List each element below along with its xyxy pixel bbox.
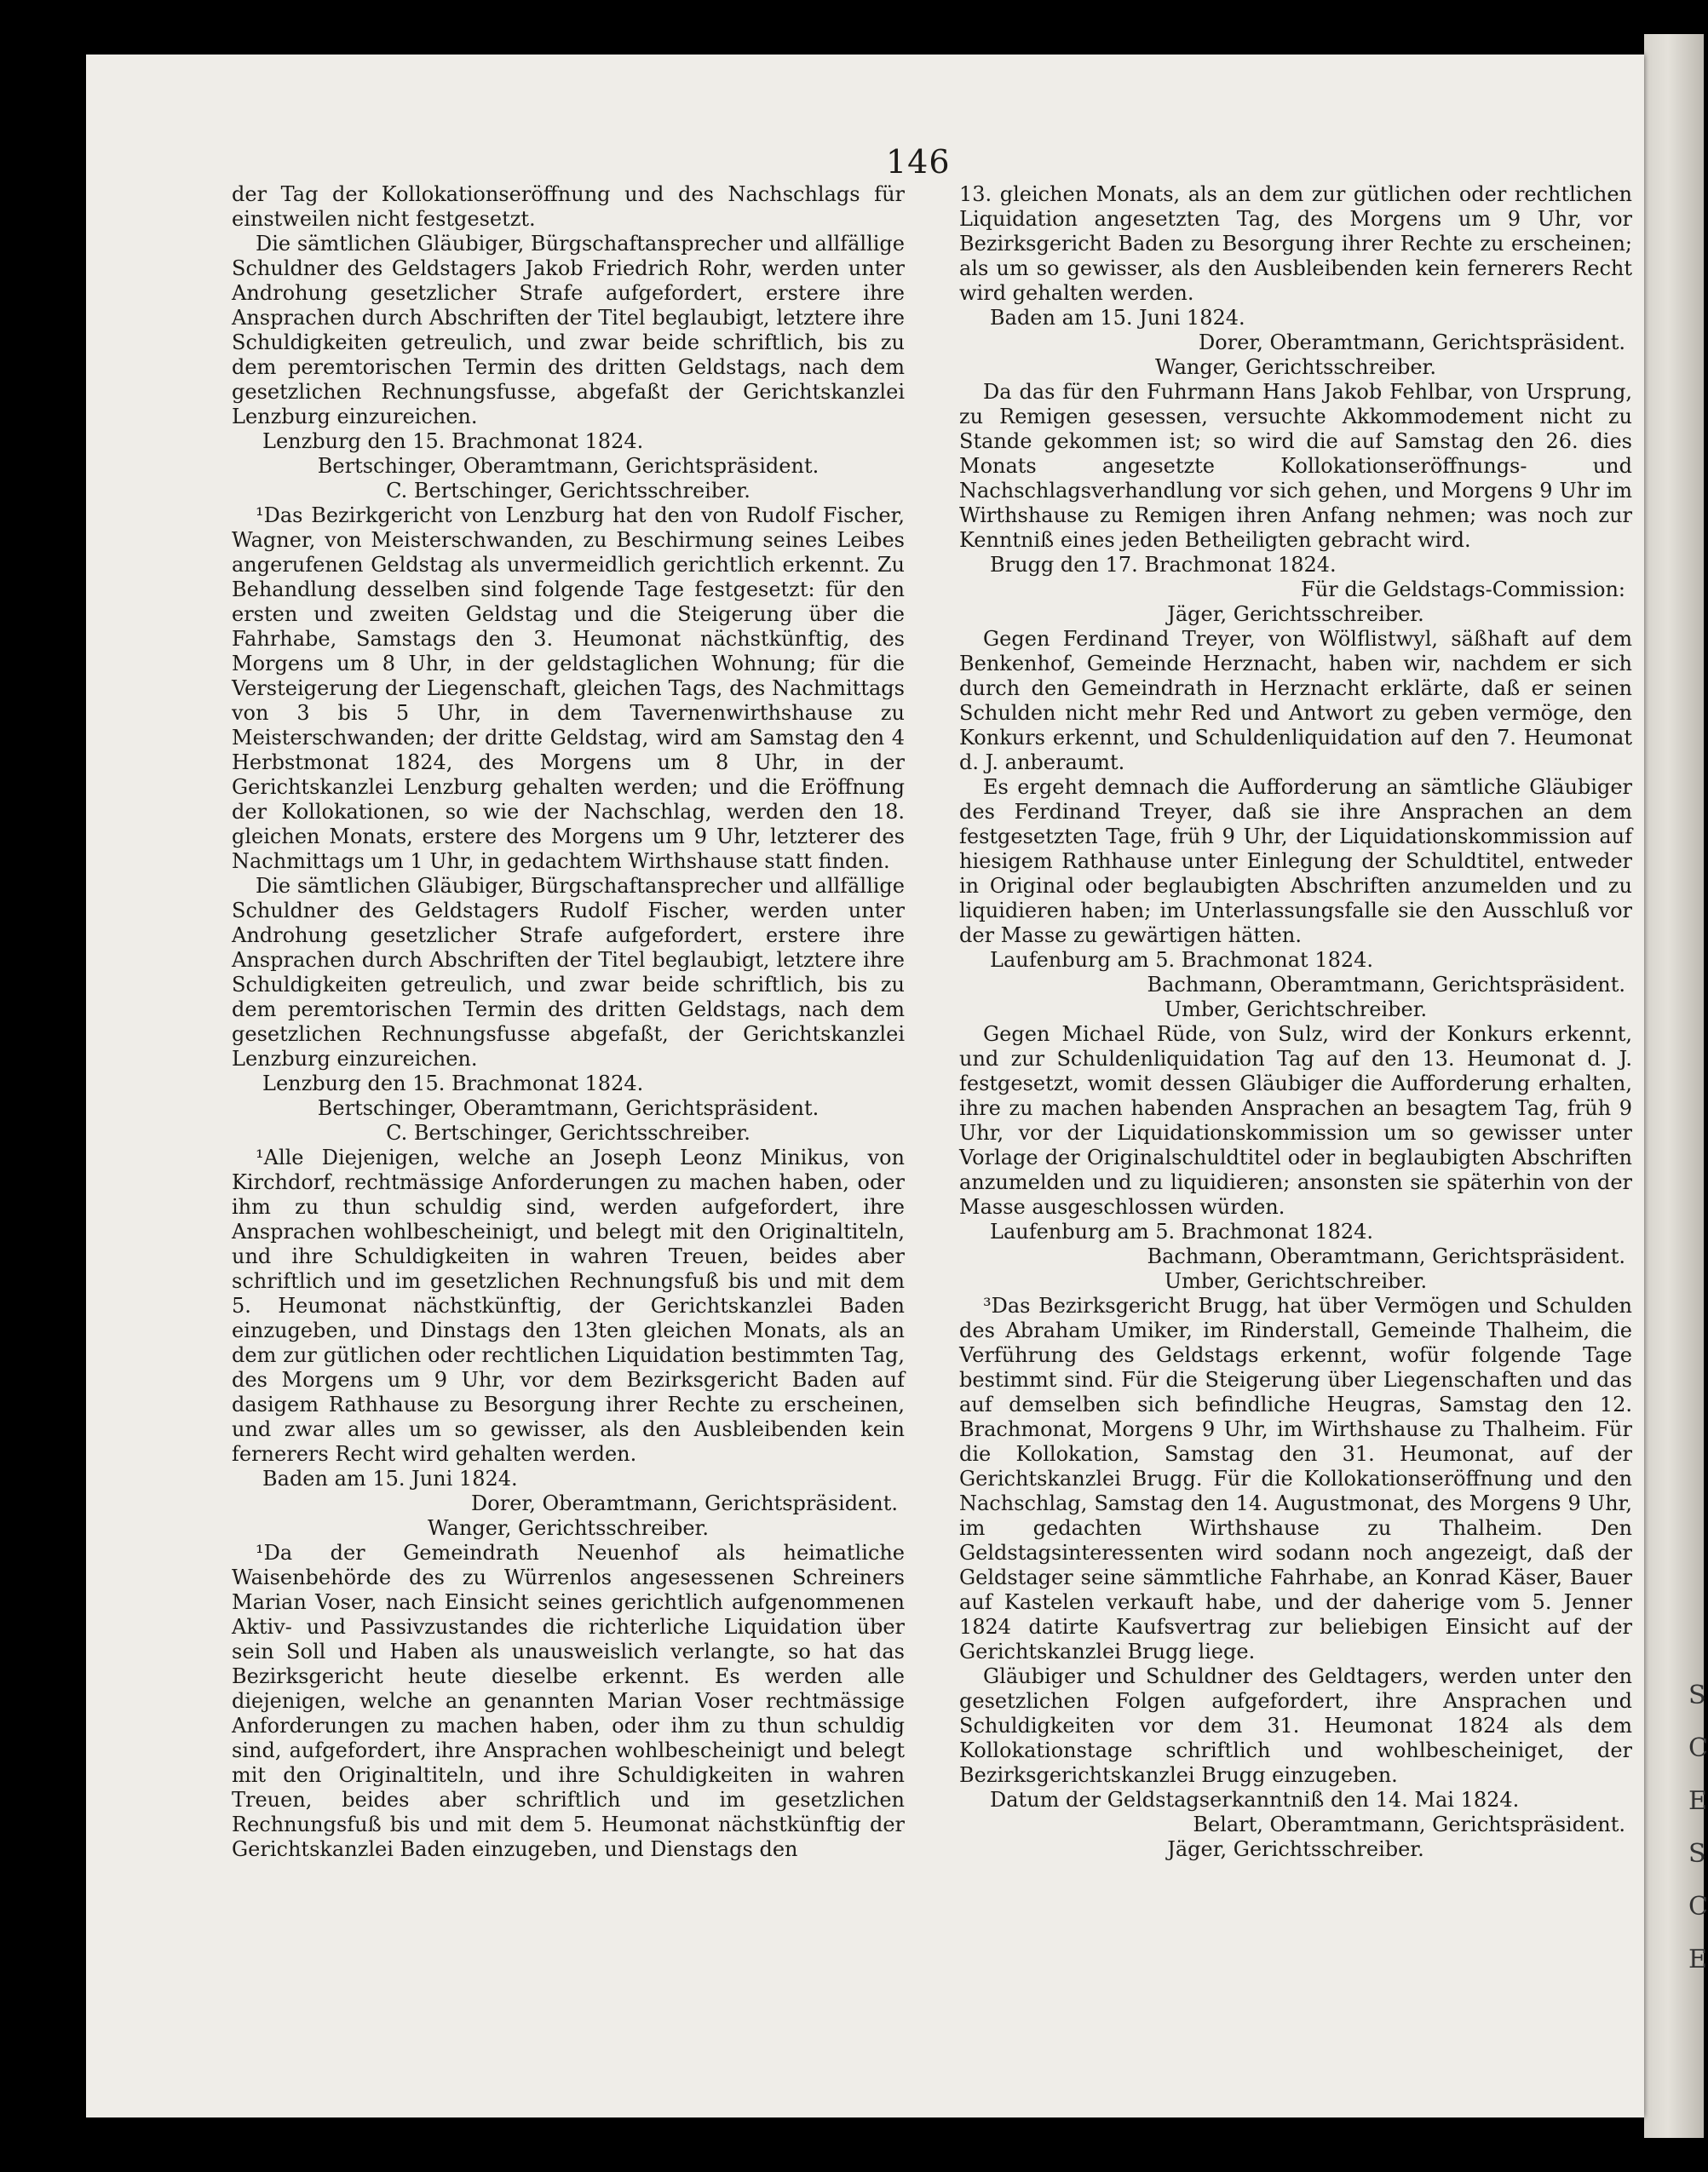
paragraph: Die sämtlichen Gläubiger, Bürgschaftansprecher und allfällige Schuldner des Geldstagers Jakob Friedrich Rohr, werden unter Androhung gesetzlicher Strafe aufgefordert, erstere ihre Ansprachen durch Abschriften der Titel beglaubigt, letztere ihre Schuldigkeiten getreulich, und zwar beide schriftlich, bis zu dem peremtorischen Termin des dritten Geldstags, nach dem gesetzlichen Rechnungsfusse, abgefaßt der Gerichtskanzlei Lenzburg einzureichen. <box>232 232 905 428</box>
paragraph-continued: 13. gleichen Monats, als an dem zur gütlichen oder rechtlichen Liquidation angesetzten Tag, des Morgens um 9 Uhr, vor Bezirksgericht Baden zu Besorgung ihrer Rechte zu erscheinen; als um so gewisser, als den Ausbleibenden kein fernerers Recht wird gehalten werden. <box>959 182 1632 305</box>
adjacent-page-letters: S C E S C E <box>1688 1681 1708 1974</box>
signature-line: Bertschinger, Oberamtmann, Gerichtspräsident. <box>317 454 819 478</box>
signature-line: C. Bertschinger, Gerichtsschreiber. <box>386 479 750 503</box>
signature-line: Belart, Oberamtmann, Gerichtspräsident. <box>1193 1813 1625 1836</box>
signature-line: C. Bertschinger, Gerichtsschreiber. <box>386 1121 750 1145</box>
paragraph: Die sämtlichen Gläubiger, Bürgschaftansprecher und allfällige Schuldner des Geldstagers Rudolf Fischer, werden unter Androhung gesetzlicher Strafe aufgefordert, erstere ihre Ansprachen durch Abschriften der Titel beglaubigt, letztere ihre Schuldigkeiten getreulich, und zwar beide schriftlich, bis zu dem peremtorischen Termin des dritten Geldstags, nach dem gesetzlichen Rechnungsfusse abgefaßt, der Gerichtskanzlei Lenzburg einzureichen. <box>232 874 905 1071</box>
dateline: Lenzburg den 15. Brachmonat 1824. <box>262 1072 644 1095</box>
dateline: Brugg den 17. Brachmonat 1824. <box>990 553 1337 577</box>
signature-line: Dorer, Oberamtmann, Gerichtspräsident. <box>1199 330 1625 354</box>
dateline: Baden am 15. Juni 1824. <box>990 306 1245 330</box>
signature-line: Dorer, Oberamtmann, Gerichtspräsident. <box>471 1491 898 1515</box>
dateline: Baden am 15. Juni 1824. <box>262 1467 518 1491</box>
paragraph-continued: der Tag der Kollokationseröffnung und des Nachschlags für einstweilen nicht festgesetzt. <box>232 182 905 231</box>
paragraph: Es ergeht demnach die Aufforderung an sämtliche Gläubiger des Ferdinand Treyer, daß sie ihre Ansprachen an dem festgesetzten Tage, früh 9 Uhr, der Liquidationskommission auf hiesigem Rathhause unter Einlegung der Schuldtitel, entweder in Original oder beglaubigten Abschriften anzumelden und zu liquidieren haben; im Unterlassungsfalle sie den Ausschluß vor der Masse zu gewärtigen hätten. <box>959 775 1632 947</box>
paragraph: ¹Da der Gemeindrath Neuenhof als heimatliche Waisenbehörde des zu Würrenlos angesessenen Schreiners Marian Voser, nach Einsicht seines gerichtlich aufgenommenen Aktiv- und Passivzustandes die richterliche Liquidation über sein Soll und Haben als unausweislich verlangte, so hat das Bezirksgericht heute dieselbe erkennt. Es werden alle diejenigen, welche an genannten Marian Voser rechtmässige Anforderungen zu machen haben, oder ihm zu thun schuldig sind, aufgefordert, ihre Ansprachen wohlbescheinigt und belegt mit den Originaltiteln, und ihre Schuldigkeiten in wahren Treuen, beides aber schriftlich und im gesetzlichen Rechnungsfuß bis und mit dem 5. Heumonat nächstkünftig der Gerichtskanzlei Baden einzugeben, und Dienstags den <box>232 1541 905 1861</box>
signature-line: Umber, Gerichtschreiber. <box>1164 1269 1428 1293</box>
dateline: Laufenburg am 5. Brachmonat 1824. <box>990 1220 1374 1244</box>
signature-line: Bachmann, Oberamtmann, Gerichtspräsident. <box>1147 973 1625 997</box>
page-number: 146 <box>886 143 951 181</box>
signature-line: Bertschinger, Oberamtmann, Gerichtspräsident. <box>317 1096 819 1120</box>
signature-line: Für die Geldstags-Commission: <box>1301 577 1625 601</box>
adjacent-page-edge <box>1644 34 1708 2138</box>
dateline: Laufenburg am 5. Brachmonat 1824. <box>990 948 1374 972</box>
paragraph: Gegen Ferdinand Treyer, von Wölflistwyl, säßhaft auf dem Benkenhof, Gemeinde Herznacht, haben wir, nachdem er sich durch den Gemeindrath in Herznacht erklärte, daß er seinen Schulden nicht mehr Red und Antwort zu geben vermöge, den Konkurs erkennt, und Schuldenliquidation auf den 7. Heumonat d. J. anberaumt. <box>959 627 1632 774</box>
paragraph: Gläubiger und Schuldner des Geldtagers, werden unter den gesetzlichen Folgen aufgefordert, ihre Ansprachen und Schuldigkeiten vor dem 31. Heumonat 1824 als dem Kollokationstage schriftlich und wohlbescheiniget, der Bezirksgerichtskanzlei Brugg einzugeben. <box>959 1664 1632 1787</box>
signature-line: Jäger, Gerichtsschreiber. <box>1167 602 1424 626</box>
signature-line: Wanger, Gerichtsschreiber. <box>428 1516 709 1540</box>
paragraph: ¹Alle Diejenigen, welche an Joseph Leonz Minikus, von Kirchdorf, rechtmässige Anforderungen zu machen haben, oder ihm zu thun schuldig sind, werden aufgefordert, ihre Ansprachen wohlbescheinigt, und belegt mit den Originaltiteln, und ihre Schuldigkeiten in wahren Treuen, beides aber schriftlich und im gesetzlichen Rechnungsfuß bis und mit dem 5. Heumonat nächstkünftig, der Gerichtskanzlei Baden einzugeben, und Dinstags den 13ten gleichen Monats, als an dem zur gütlichen oder rechtlichen Liquidation bestimmten Tag, des Morgens um 9 Uhr, vor dem Bezirksgericht Baden auf dasigem Rathhause zu Besorgung ihrer Rechte zu erscheinen, und zwar alles um so gewisser, als den Ausbleibenden kein fernerers Recht wird gehalten werden. <box>232 1146 905 1466</box>
dateline: Datum der Geldstagserkanntniß den 14. Mai 1824. <box>990 1788 1520 1812</box>
right-column <box>959 182 1632 1862</box>
signature-line: Wanger, Gerichtsschreiber. <box>1155 355 1436 379</box>
signature-line: Bachmann, Oberamtmann, Gerichtspräsident. <box>1147 1244 1625 1268</box>
dateline: Lenzburg den 15. Brachmonat 1824. <box>262 429 644 453</box>
paragraph: Gegen Michael Rüde, von Sulz, wird der Konkurs erkennt, und zur Schuldenliquidation Tag auf den 13. Heumonat d. J. festgesetzt, womit dessen Gläubiger die Aufforderung erhalten, ihre zu machen habenden Ansprachen an besagtem Tag, früh 9 Uhr, vor der Liquidationskommission um so gewisser unter Vorlage der Originalschuldtitel oder in beglaubigten Abschriften anzumelden und zu liquidieren; ansonsten sie späterhin von der Masse ausgeschlossen würden. <box>959 1022 1632 1219</box>
signature-line: Umber, Gerichtschreiber. <box>1164 997 1428 1021</box>
paragraph: Da das für den Fuhrmann Hans Jakob Fehlbar, von Ursprung, zu Remigen gesessen, versuchte Akkommodement nicht zu Stande gekommen ist; so wird die auf Samstag den 26. dies Monats angesetzte Kollokationseröffnungs- und Nachschlagsverhandlung vor sich gehen, und Morgens 9 Uhr im Wirthshause zu Remigen ihren Anfang nehmen; was noch zur Kenntniß eines jeden Betheiligten gebracht wird. <box>959 380 1632 552</box>
paragraph: ³Das Bezirksgericht Brugg, hat über Vermögen und Schulden des Abraham Umiker, im Rinderstall, Gemeinde Thalheim, die Verführung des Geldstags erkennt, wofür folgende Tage bestimmt sind. Für die Steigerung über Liegenschaften und das auf demselben sich befindliche Heugras, Samstag den 12. Brachmonat, Morgens 9 Uhr, im Wirthshause zu Thalheim. Für die Kollokation, Samstag den 31. Heumonat, auf der Gerichtskanzlei Brugg. Für die Kollokationseröffnung und den Nachschlag, Samstag den 14. Augustmonat, des Morgens 9 Uhr, im gedachten Wirthshause zu Thalheim. Den Geldstagsinteressenten wird sodann noch angezeigt, daß der Geldstager seine sämmtliche Fahrhabe, an Konrad Käser, Bauer auf Kastelen verkauft habe, und der daherige vom 5. Jenner 1824 datirte Kaufsvertrag zur beliebigen Einsicht auf der Gerichtskanzlei Brugg liege. <box>959 1294 1632 1663</box>
signature-line: Jäger, Gerichtsschreiber. <box>1167 1837 1424 1861</box>
left-column <box>232 182 905 1862</box>
paragraph: ¹Das Bezirkgericht von Lenzburg hat den von Rudolf Fischer, Wagner, von Meisterschwanden, zu Beschirmung seines Leibes angerufenen Geldstag als unvermeidlich gerichtlich erkennt. Zu Behandlung desselben sind folgende Tage festgesetzt: für den ersten und zweiten Geldstag und die Steigerung über die Fahrhabe, Samstags den 3. Heumonat nächstkünftig, des Morgens um 8 Uhr, in der geldstaglichen Wohnung; für die Versteigerung der Liegenschaft, gleichen Tags, des Nachmittags von 3 bis 5 Uhr, in dem Tavernenwirthshause zu Meisterschwanden; der dritte Geldstag, wird am Samstag den 4 Herbstmonat 1824, des Morgens um 8 Uhr, in der Gerichtskanzlei Lenzburg gehalten werden; und die Eröffnung der Kollokationen, so wie der Nachschlag, werden den 18. gleichen Monats, erstere des Morgens um 9 Uhr, letzterer des Nachmittags um 1 Uhr, in gedachtem Wirthshause statt finden. <box>232 503 905 873</box>
